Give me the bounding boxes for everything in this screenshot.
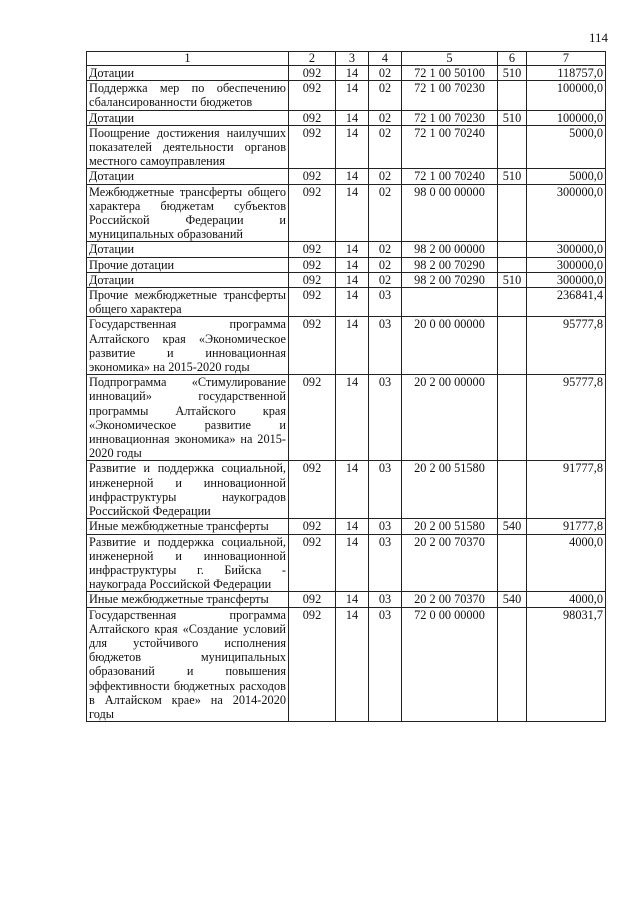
row-subsection-cell: 02 [369, 81, 402, 110]
row-amount-cell: 100000,0 [527, 110, 606, 125]
row-target-article-cell: 20 2 00 00000 [402, 375, 498, 461]
row-target-article-cell: 72 1 00 70240 [402, 169, 498, 184]
table-row [87, 519, 606, 534]
row-section-cell: 14 [336, 288, 369, 317]
row-subsection-cell: 03 [369, 375, 402, 461]
table-row [87, 110, 606, 125]
row-code-cell: 092 [289, 184, 336, 242]
row-expense-type-cell [498, 288, 527, 317]
row-target-article-cell: 98 2 00 70290 [402, 257, 498, 272]
row-amount-cell: 236841,4 [527, 288, 606, 317]
row-amount-cell: 100000,0 [527, 81, 606, 110]
row-amount-cell: 98031,7 [527, 607, 606, 722]
row-name-cell: Дотации [87, 242, 289, 257]
row-amount-cell: 5000,0 [527, 125, 606, 169]
row-target-article-cell: 72 1 00 70230 [402, 110, 498, 125]
budget-table [86, 51, 606, 722]
row-name-cell: Дотации [87, 169, 289, 184]
table-header-row [87, 52, 606, 66]
table-row [87, 66, 606, 81]
row-expense-type-cell [498, 607, 527, 722]
row-amount-cell: 95777,8 [527, 375, 606, 461]
row-section-cell: 14 [336, 534, 369, 592]
row-code-cell: 092 [289, 110, 336, 125]
row-amount-cell: 91777,8 [527, 519, 606, 534]
row-expense-type-cell: 510 [498, 110, 527, 125]
row-target-article-cell: 20 2 00 51580 [402, 519, 498, 534]
row-code-cell: 092 [289, 288, 336, 317]
row-section-cell: 14 [336, 242, 369, 257]
row-expense-type-cell: 510 [498, 66, 527, 81]
row-name-cell: Государственная программа Алтайского края «Экономическое развитие и инновационная экономика» на 2015-2020 годы [87, 317, 289, 375]
row-subsection-cell: 02 [369, 242, 402, 257]
row-amount-cell: 300000,0 [527, 184, 606, 242]
row-section-cell: 14 [336, 66, 369, 81]
column-header: 4 [369, 52, 402, 66]
column-header: 6 [498, 52, 527, 66]
row-amount-cell: 4000,0 [527, 534, 606, 592]
row-name-cell: Иные межбюджетные трансферты [87, 592, 289, 607]
row-amount-cell: 91777,8 [527, 461, 606, 519]
row-code-cell: 092 [289, 257, 336, 272]
row-amount-cell: 95777,8 [527, 317, 606, 375]
row-name-cell: Развитие и поддержка социальной, инженерной и инновационной инфраструктуры наукоградов Российской Федерации [87, 461, 289, 519]
row-amount-cell: 5000,0 [527, 169, 606, 184]
row-subsection-cell: 02 [369, 110, 402, 125]
row-target-article-cell: 72 1 00 50100 [402, 66, 498, 81]
row-section-cell: 14 [336, 592, 369, 607]
row-expense-type-cell [498, 317, 527, 375]
table-row [87, 607, 606, 722]
row-subsection-cell: 02 [369, 184, 402, 242]
row-expense-type-cell [498, 534, 527, 592]
row-amount-cell: 300000,0 [527, 242, 606, 257]
row-subsection-cell: 02 [369, 272, 402, 287]
table-row [87, 317, 606, 375]
row-target-article-cell: 98 2 00 00000 [402, 242, 498, 257]
row-code-cell: 092 [289, 169, 336, 184]
table-row [87, 288, 606, 317]
row-code-cell: 092 [289, 242, 336, 257]
table-row [87, 461, 606, 519]
row-target-article-cell: 72 0 00 00000 [402, 607, 498, 722]
row-section-cell: 14 [336, 461, 369, 519]
table-row [87, 272, 606, 287]
row-code-cell: 092 [289, 81, 336, 110]
row-section-cell: 14 [336, 110, 369, 125]
row-name-cell: Поддержка мер по обеспечению сбалансированности бюджетов [87, 81, 289, 110]
table-row [87, 534, 606, 592]
row-subsection-cell: 02 [369, 125, 402, 169]
row-target-article-cell: 20 2 00 51580 [402, 461, 498, 519]
row-expense-type-cell [498, 125, 527, 169]
row-code-cell: 092 [289, 317, 336, 375]
row-code-cell: 092 [289, 534, 336, 592]
row-name-cell: Дотации [87, 272, 289, 287]
row-expense-type-cell [498, 461, 527, 519]
row-name-cell: Межбюджетные трансферты общего характера бюджетам субъектов Российской Федерации и муниципальных образований [87, 184, 289, 242]
row-amount-cell: 300000,0 [527, 257, 606, 272]
row-expense-type-cell: 510 [498, 169, 527, 184]
row-section-cell: 14 [336, 257, 369, 272]
table-row [87, 81, 606, 110]
row-target-article-cell: 20 0 00 00000 [402, 317, 498, 375]
page-number: 114 [588, 30, 608, 45]
row-name-cell: Дотации [87, 66, 289, 81]
table-row [87, 592, 606, 607]
column-header: 1 [87, 52, 289, 66]
row-code-cell: 092 [289, 375, 336, 461]
row-expense-type-cell [498, 81, 527, 110]
row-code-cell: 092 [289, 461, 336, 519]
row-code-cell: 092 [289, 592, 336, 607]
row-amount-cell: 118757,0 [527, 66, 606, 81]
row-section-cell: 14 [336, 375, 369, 461]
row-subsection-cell: 02 [369, 257, 402, 272]
row-amount-cell: 300000,0 [527, 272, 606, 287]
row-name-cell: Развитие и поддержка социальной, инженерной и инновационной инфраструктуры г. Бийска - наукограда Российской Федерации [87, 534, 289, 592]
row-expense-type-cell [498, 257, 527, 272]
row-subsection-cell: 03 [369, 534, 402, 592]
row-section-cell: 14 [336, 125, 369, 169]
row-section-cell: 14 [336, 272, 369, 287]
row-name-cell: Дотации [87, 110, 289, 125]
row-target-article-cell: 72 1 00 70240 [402, 125, 498, 169]
row-name-cell: Подпрограмма «Стимулирование инноваций» государственной программы Алтайского края «Экономическое развитие и инновационная экономика» на 2015-2020 годы [87, 375, 289, 461]
row-amount-cell: 4000,0 [527, 592, 606, 607]
row-code-cell: 092 [289, 607, 336, 722]
row-name-cell: Поощрение достижения наилучших показателей деятельности органов местного самоуправления [87, 125, 289, 169]
row-subsection-cell: 02 [369, 66, 402, 81]
column-header: 3 [336, 52, 369, 66]
table-row [87, 184, 606, 242]
row-expense-type-cell [498, 242, 527, 257]
row-expense-type-cell: 510 [498, 272, 527, 287]
row-section-cell: 14 [336, 169, 369, 184]
row-target-article-cell: 20 2 00 70370 [402, 592, 498, 607]
row-section-cell: 14 [336, 81, 369, 110]
table-row [87, 169, 606, 184]
row-subsection-cell: 03 [369, 592, 402, 607]
row-code-cell: 092 [289, 519, 336, 534]
row-expense-type-cell: 540 [498, 592, 527, 607]
row-target-article-cell: 98 0 00 00000 [402, 184, 498, 242]
row-section-cell: 14 [336, 519, 369, 534]
row-code-cell: 092 [289, 272, 336, 287]
column-header: 5 [402, 52, 498, 66]
row-target-article-cell: 98 2 00 70290 [402, 272, 498, 287]
row-target-article-cell: 20 2 00 70370 [402, 534, 498, 592]
row-subsection-cell: 03 [369, 519, 402, 534]
row-subsection-cell: 03 [369, 607, 402, 722]
table-row [87, 375, 606, 461]
row-expense-type-cell: 540 [498, 519, 527, 534]
row-code-cell: 092 [289, 125, 336, 169]
row-name-cell: Иные межбюджетные трансферты [87, 519, 289, 534]
row-subsection-cell: 02 [369, 169, 402, 184]
row-name-cell: Государственная программа Алтайского края «Создание условий для устойчивого исполнения бюджетов муниципальных образований и повышения эффективности бюджетных расходов в Алтайском крае» на 2014-2020 годы [87, 607, 289, 722]
row-expense-type-cell [498, 375, 527, 461]
row-target-article-cell: 72 1 00 70230 [402, 81, 498, 110]
table-row [87, 242, 606, 257]
column-header: 7 [527, 52, 606, 66]
row-name-cell: Прочие дотации [87, 257, 289, 272]
row-section-cell: 14 [336, 184, 369, 242]
row-target-article-cell [402, 288, 498, 317]
row-subsection-cell: 03 [369, 461, 402, 519]
row-code-cell: 092 [289, 66, 336, 81]
column-header: 2 [289, 52, 336, 66]
row-section-cell: 14 [336, 607, 369, 722]
table-row [87, 125, 606, 169]
row-subsection-cell: 03 [369, 317, 402, 375]
row-expense-type-cell [498, 184, 527, 242]
row-section-cell: 14 [336, 317, 369, 375]
table-row [87, 257, 606, 272]
row-subsection-cell: 03 [369, 288, 402, 317]
row-name-cell: Прочие межбюджетные трансферты общего характера [87, 288, 289, 317]
